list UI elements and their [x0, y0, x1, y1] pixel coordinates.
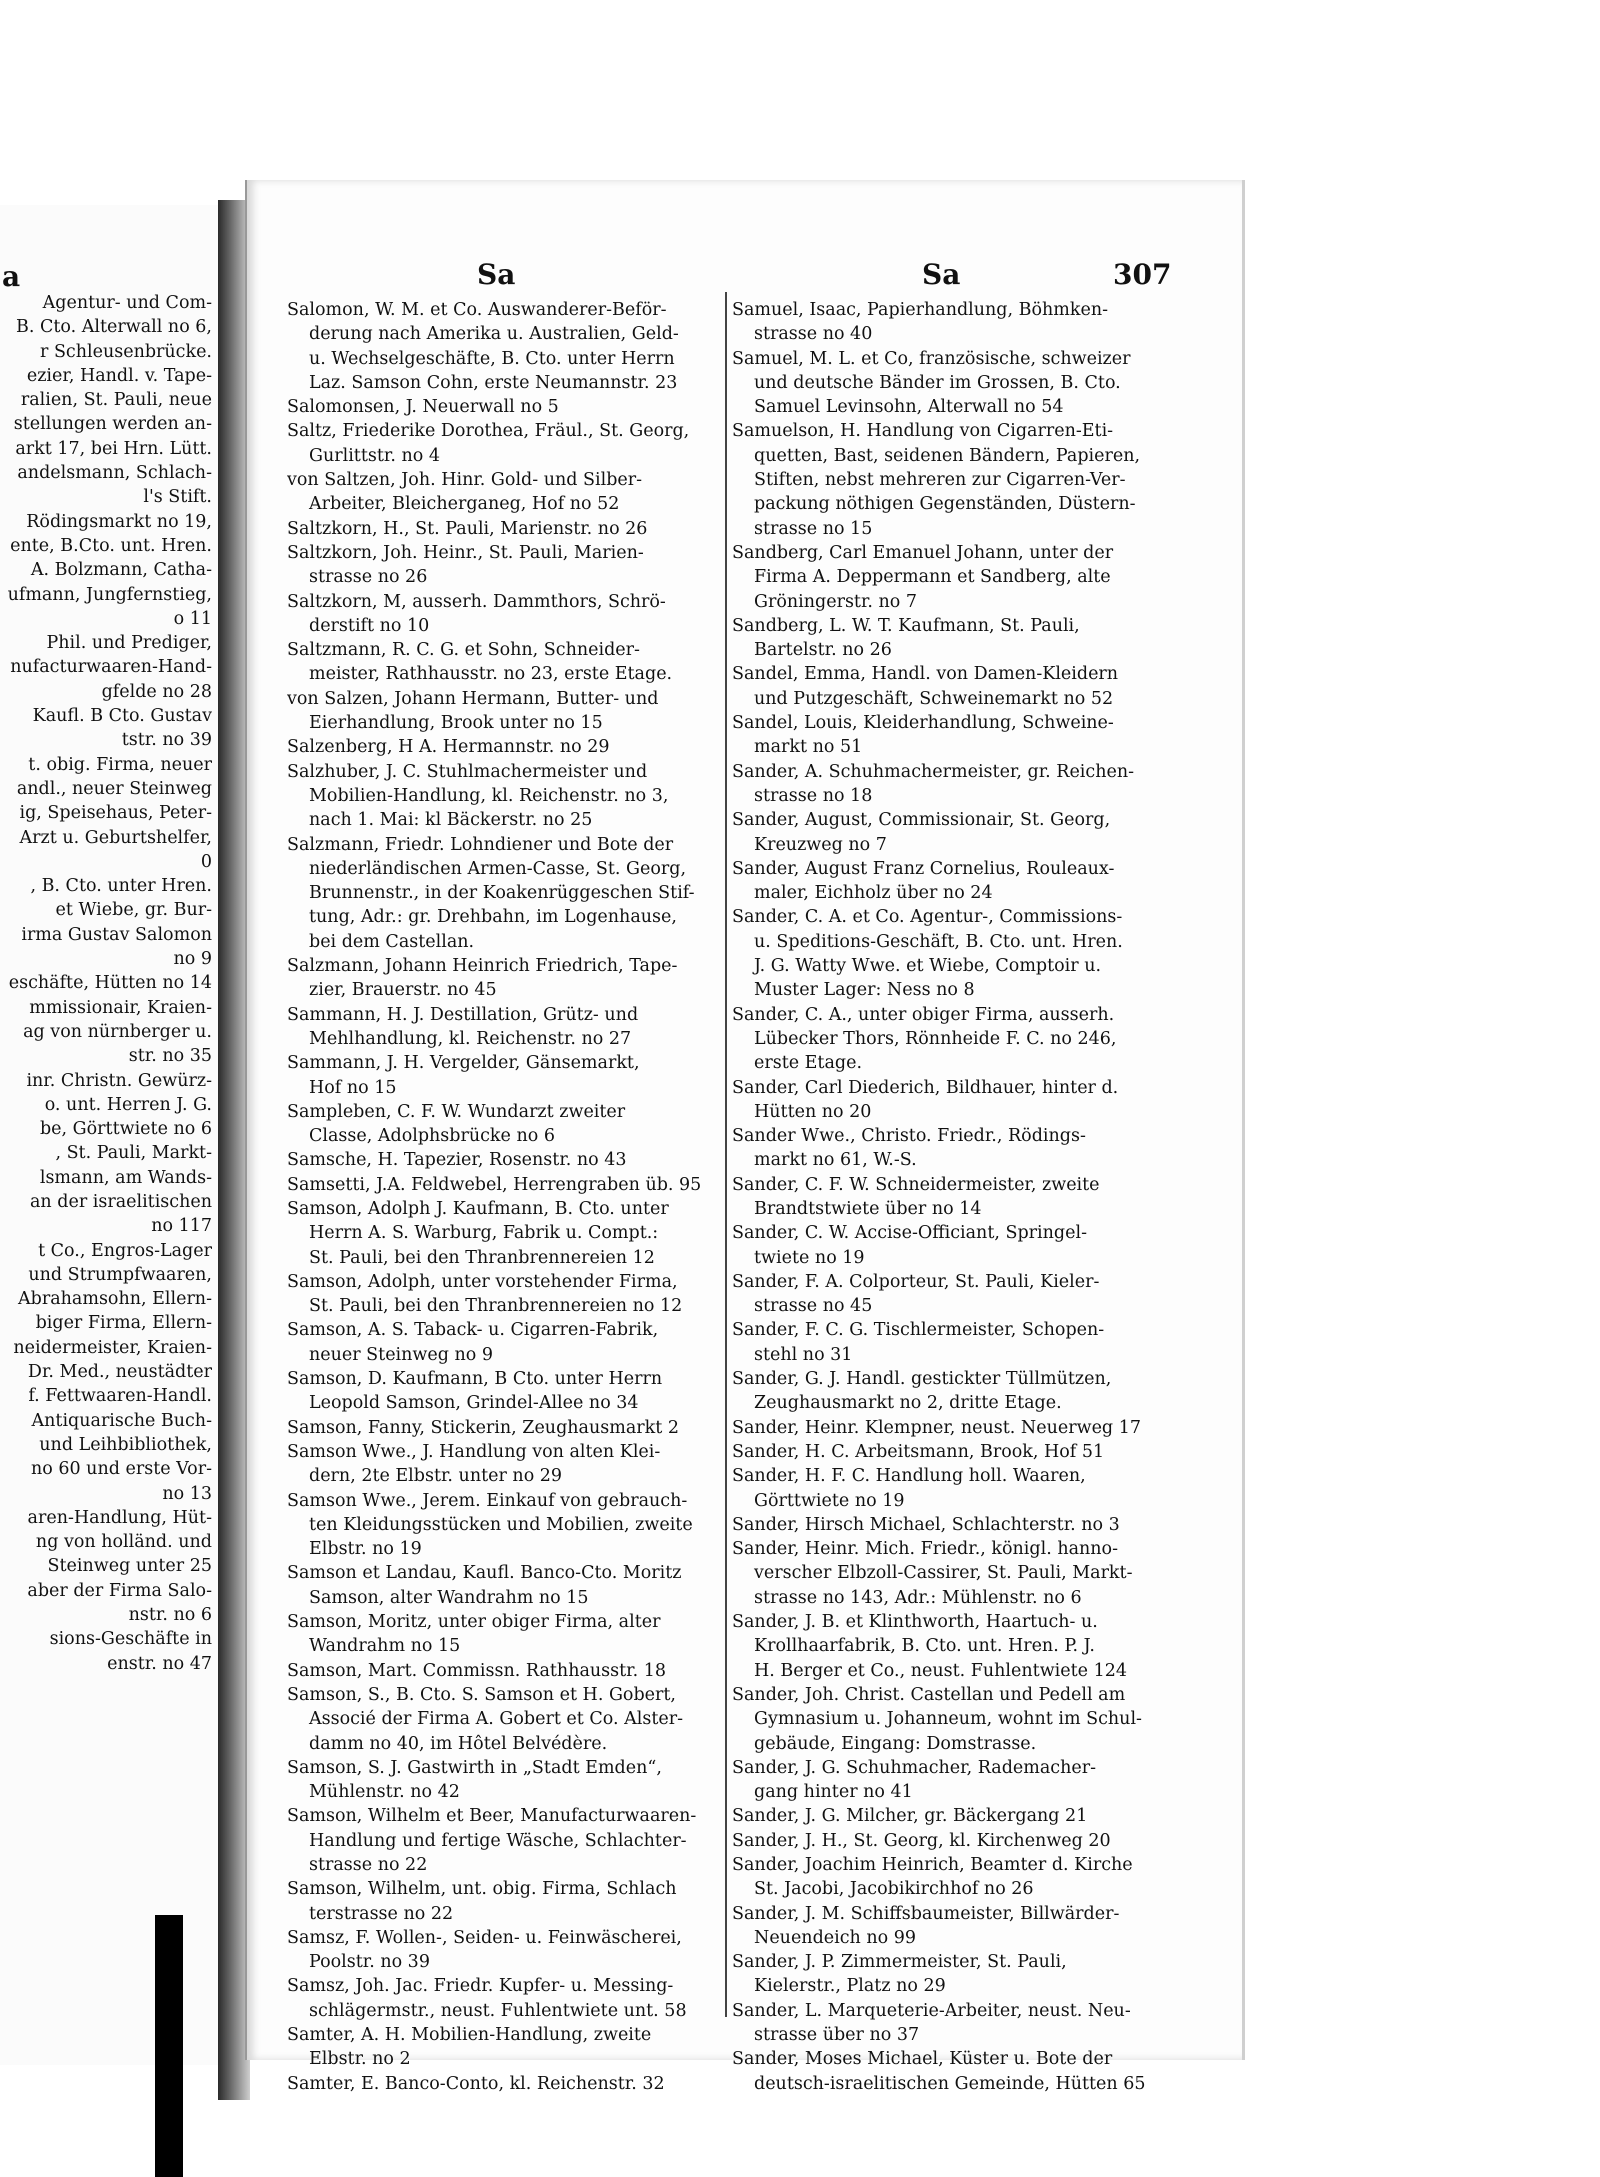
bookmark-ribbon — [155, 1915, 183, 2177]
directory-entry-line: Classe, Adolphsbrücke no 6 — [309, 1126, 555, 1147]
directory-entry-line: derung nach Amerika u. Australien, Geld- — [309, 324, 679, 345]
directory-entry-line: Samson, Adolph J. Kaufmann, B. Cto. unter — [287, 1198, 669, 1219]
directory-entry-line: markt no 61, W.-S. — [754, 1150, 917, 1171]
directory-entry-line: Sander, August Franz Cornelius, Rouleaux- — [732, 858, 1115, 879]
directory-entry-line: quetten, Bast, seidenen Bändern, Papieren, — [754, 445, 1141, 466]
previous-page-line: Dr. Med., neustädter — [27, 1362, 212, 1383]
directory-entry-line: twiete no 19 — [754, 1247, 865, 1268]
directory-entry-line: Sander, A. Schuhmachermeister, gr. Reichen- — [732, 761, 1135, 782]
directory-entry-line: nach 1. Mai: kl Bäckerstr. no 25 — [309, 810, 593, 831]
previous-page-line: und Leihbibliothek, — [39, 1434, 212, 1455]
previous-page-line: Rödingsmarkt no 19, — [26, 511, 212, 532]
previous-page-line: und Strumpfwaaren, — [28, 1264, 212, 1285]
directory-entry-line: strasse über no 37 — [754, 2025, 920, 2046]
running-head-right: Sa — [922, 258, 961, 291]
directory-entry-line: Samson, D. Kaufmann, B Cto. unter Herrn — [287, 1369, 663, 1390]
directory-entry-line: Elbstr. no 2 — [309, 2049, 411, 2070]
directory-entry-line: Saltzkorn, H., St. Pauli, Marienstr. no 26 — [287, 518, 648, 539]
directory-entry-line: Wandrahm no 15 — [309, 1636, 461, 1657]
directory-entry-line: deutsch-israelitischen Gemeinde, Hütten 65 — [754, 2073, 1146, 2094]
directory-entry-line: Sander, J. H., St. Georg, kl. Kirchenweg 20 — [732, 1830, 1111, 1851]
directory-entry-line: damm no 40, im Hôtel Belvédère. — [309, 1733, 608, 1754]
previous-page-line: enstr. no 47 — [107, 1653, 212, 1674]
directory-entry-line: Sammann, H. J. Destillation, Grütz- und — [287, 1004, 639, 1025]
previous-page-line: ng von holländ. und — [35, 1532, 212, 1553]
previous-page-running-head: a — [2, 260, 21, 293]
previous-page-line: no 13 — [162, 1483, 212, 1504]
directory-entry-line: Gymnasium u. Johanneum, wohnt im Schul- — [754, 1709, 1142, 1730]
directory-entry-line: Hütten no 20 — [754, 1101, 872, 1122]
directory-entry-line: Samson Wwe., J. Handlung von alten Klei- — [287, 1441, 661, 1462]
previous-page-line: ralien, St. Pauli, neue — [20, 390, 212, 411]
directory-entry-line: Salomonsen, J. Neuerwall no 5 — [287, 397, 559, 418]
directory-entry-line: Poolstr. no 39 — [309, 1952, 430, 1973]
previous-page-line: 0 — [200, 851, 212, 872]
directory-entry-line: maler, Eichholz über no 24 — [754, 883, 993, 904]
right-column — [732, 298, 1192, 2096]
directory-entry-line: Sander, Carl Diederich, Bildhauer, hinter d. — [732, 1077, 1119, 1098]
directory-entry-line: Krollhaarfabrik, B. Cto. unt. Hren. P. J. — [754, 1636, 1095, 1657]
running-head-left: Sa — [477, 258, 516, 291]
directory-entry-line: meister, Rathhausstr. no 23, erste Etage. — [309, 664, 673, 685]
directory-entry-line: Sander, August, Commissionair, St. Georg, — [732, 810, 1111, 831]
directory-entry-line: strasse no 15 — [754, 518, 873, 539]
previous-page-line: o 11 — [173, 608, 212, 629]
directory-entry-line: Samter, E. Banco-Conto, kl. Reichenstr. 32 — [287, 2073, 665, 2094]
directory-entry-line: Sander, Moses Michael, Küster u. Bote der — [732, 2049, 1113, 2070]
directory-entry-line: St. Pauli, bei den Thranbrennereien no 12 — [309, 1296, 683, 1317]
previous-page-line: ufmann, Jungfernstieg, — [7, 584, 212, 605]
directory-entry-line: Salzmann, Friedr. Lohndiener und Bote der — [287, 834, 674, 855]
directory-entry-line: Sander, J. M. Schiffsbaumeister, Billwärder- — [732, 1903, 1120, 1924]
previous-page-line: ezier, Handl. v. Tape- — [26, 365, 212, 386]
directory-entry-line: Salzenberg, H A. Hermannstr. no 29 — [287, 737, 610, 758]
directory-entry-line: Salzhuber, J. C. Stuhlmachermeister und — [287, 761, 648, 782]
directory-entry-line: Saltz, Friederike Dorothea, Fräul., St. Georg, — [287, 421, 690, 442]
directory-entry-line: Sandberg, L. W. T. Kaufmann, St. Pauli, — [732, 615, 1080, 636]
directory-entry-line: strasse no 22 — [309, 1855, 428, 1875]
previous-page-line: , B. Cto. unter Hren. — [30, 876, 212, 897]
directory-entry-line: Samuel, Isaac, Papierhandlung, Böhmken- — [732, 300, 1109, 320]
previous-page-fragment — [0, 205, 220, 2065]
directory-entry-line: Samsz, Joh. Jac. Friedr. Kupfer- u. Messing- — [287, 1976, 674, 1997]
previous-page-line: aren-Handlung, Hüt- — [27, 1507, 212, 1528]
previous-page-line: et Wiebe, gr. Bur- — [55, 900, 212, 921]
previous-page-line: Abrahamsohn, Ellern- — [18, 1289, 212, 1310]
previous-page-line: B. Cto. Alterwall no 6, — [16, 317, 212, 338]
previous-page-line: o. unt. Herren J. G. — [44, 1094, 212, 1115]
previous-page-line: stellungen werden an- — [13, 414, 212, 435]
directory-entry-line: Sander, J. G. Schuhmacher, Rademacher- — [732, 1757, 1097, 1778]
directory-entry-line: niederländischen Armen-Casse, St. Georg, — [309, 858, 687, 879]
previous-page-line: arkt 17, bei Hrn. Lütt. — [15, 438, 212, 459]
directory-entry-line: St. Jacobi, Jacobikirchhof no 26 — [754, 1879, 1034, 1900]
directory-entry-line: Brandtstwiete über no 14 — [754, 1198, 982, 1219]
previous-page-line: l's Stift. — [143, 487, 212, 508]
directory-entry-line: erste Etage. — [754, 1053, 863, 1074]
directory-entry-line: stehl no 31 — [754, 1344, 853, 1365]
previous-page-line: ag von nürnberger u. — [23, 1021, 212, 1042]
directory-entry-line: Samson, alter Wandrahm no 15 — [309, 1587, 589, 1608]
directory-entry-line: Sander, J. P. Zimmermeister, St. Pauli, — [732, 1952, 1067, 1973]
directory-entry-line: Samsz, F. Wollen-, Seiden- u. Feinwäscherei, — [287, 1927, 682, 1948]
previous-page-line: tstr. no 39 — [121, 730, 212, 751]
directory-entry-line: Sander, F. A. Colporteur, St. Pauli, Kieler- — [732, 1271, 1100, 1292]
directory-entry-line: Samson, Wilhelm, unt. obig. Firma, Schlach — [287, 1879, 677, 1900]
directory-entry-line: Mobilien-Handlung, kl. Reichenstr. no 3, — [309, 785, 669, 806]
directory-entry-line: Sander, J. B. et Klinthworth, Haartuch- u. — [732, 1612, 1098, 1633]
directory-entry-line: Herrn A. S. Warburg, Fabrik u. Compt.: — [309, 1223, 659, 1244]
directory-entry-line: Sander, C. F. W. Schneidermeister, zweite — [732, 1174, 1100, 1195]
directory-entry-line: Samson, S. J. Gastwirth in „Stadt Emden“, — [287, 1757, 662, 1778]
directory-entry-line: Salomon, W. M. et Co. Auswanderer-Beför- — [287, 300, 667, 320]
directory-entry-line: packung nöthigen Gegenständen, Düstern- — [754, 494, 1136, 515]
directory-entry-line: von Salzen, Johann Hermann, Butter- und — [287, 688, 659, 709]
previous-page-line: inr. Christn. Gewürz- — [26, 1070, 212, 1091]
directory-entry-line: u. Wechselgeschäfte, B. Cto. unter Herrn — [309, 348, 675, 369]
directory-entry-line: St. Pauli, bei den Thranbrennereien 12 — [309, 1247, 655, 1268]
directory-entry-line: Hof no 15 — [309, 1077, 397, 1098]
directory-entry-line: Sander, J. G. Milcher, gr. Bäckergang 21 — [732, 1806, 1088, 1827]
previous-page-line: , St. Pauli, Markt- — [55, 1143, 212, 1164]
directory-entry-line: Zeughausmarkt no 2, dritte Etage. — [754, 1393, 1062, 1414]
directory-entry-line: Sander, F. C. G. Tischlermeister, Schopen- — [732, 1320, 1105, 1341]
directory-entry-line: Mühlenstr. no 42 — [309, 1782, 460, 1803]
directory-entry-line: markt no 51 — [754, 737, 863, 758]
directory-entry-line: Saltzmann, R. C. G. et Sohn, Schneider- — [287, 640, 640, 661]
directory-entry-line: Samuel, M. L. et Co, französische, schweizer — [732, 348, 1131, 369]
previous-page-line: be, Görttwiete no 6 — [39, 1119, 212, 1140]
previous-page-line: irma Gustav Salomon — [21, 924, 212, 945]
directory-entry-line: Samter, A. H. Mobilien-Handlung, zweite — [287, 2025, 652, 2046]
directory-entry-line: Görttwiete no 19 — [754, 1490, 905, 1511]
directory-entry-line: strasse no 45 — [754, 1296, 873, 1317]
directory-entry-line: derstift no 10 — [309, 615, 430, 636]
previous-page-line: biger Firma, Ellern- — [35, 1313, 212, 1334]
directory-entry-line: Sander, H. F. C. Handlung holl. Waaren, — [732, 1466, 1086, 1487]
previous-page-line: andl., neuer Steinweg — [16, 778, 212, 799]
previous-page-line: Arzt u. Geburtshelfer, — [19, 827, 212, 848]
previous-page-line: lsmann, am Wands- — [39, 1167, 212, 1188]
directory-entry-line: zier, Brauerstr. no 45 — [309, 980, 497, 1001]
directory-entry-line: Sander, Joachim Heinrich, Beamter d. Kirche — [732, 1855, 1133, 1875]
previous-page-line: Antiquarische Buch- — [31, 1410, 212, 1431]
directory-entry-line: Sander, L. Marqueterie-Arbeiter, neust. Neu- — [732, 2000, 1131, 2021]
directory-entry-line: Samuelson, H. Handlung von Cigarren-Eti- — [732, 421, 1114, 442]
previous-page-line: neidermeister, Kraien- — [13, 1337, 212, 1358]
previous-page-line: f. Fettwaaren-Handl. — [28, 1386, 212, 1407]
previous-page-line: no 60 und erste Vor- — [30, 1459, 212, 1480]
previous-page-line: aber der Firma Salo- — [27, 1580, 212, 1601]
directory-entry-line: schlägermstr., neust. Fuhlentwiete unt. 58 — [309, 2000, 687, 2021]
previous-page-line: t Co., Engros-Lager — [38, 1240, 212, 1261]
directory-entry-line: Saltzkorn, M, ausserh. Dammthors, Schrö- — [287, 591, 666, 612]
directory-entry-line: Neuendeich no 99 — [754, 1927, 916, 1948]
directory-entry-line: J. G. Watty Wwe. et Wiebe, Comptoir u. — [754, 956, 1102, 977]
previous-page-line: eschäfte, Hütten no 14 — [8, 973, 212, 994]
directory-entry-line: von Saltzen, Joh. Hinr. Gold- und Silber- — [287, 470, 643, 491]
directory-entry-line: Sander, C. A. et Co. Agentur-, Commissions- — [732, 907, 1123, 928]
directory-entry-line: u. Speditions-Geschäft, B. Cto. unt. Hren. — [754, 931, 1123, 952]
directory-entry-line: tung, Adr.: gr. Drehbahn, im Logenhause, — [309, 907, 677, 928]
directory-entry-line: Leopold Samson, Grindel-Allee no 34 — [309, 1393, 639, 1414]
previous-page-line: no 117 — [151, 1216, 212, 1237]
previous-page-line: gfelde no 28 — [101, 681, 212, 702]
directory-entry-line: H. Berger et Co., neust. Fuhlentwiete 124 — [754, 1660, 1127, 1681]
previous-page-line: Agentur- und Com- — [42, 293, 212, 313]
directory-entry-line: Elbstr. no 19 — [309, 1539, 422, 1560]
directory-entry-line: Sandel, Emma, Handl. von Damen-Kleidern — [732, 664, 1119, 685]
directory-entry-line: Salzmann, Johann Heinrich Friedrich, Tape- — [287, 956, 678, 977]
previous-page-line: Phil. und Prediger, — [46, 633, 212, 654]
directory-entry-line: Handlung und fertige Wäsche, Schlachter- — [309, 1830, 687, 1851]
previous-page-line: ig, Speisehaus, Peter- — [19, 803, 212, 824]
previous-page-text — [2, 291, 212, 1676]
directory-entry-line: Samson, Fanny, Stickerin, Zeughausmarkt 2 — [287, 1417, 679, 1438]
previous-page-line: no 9 — [173, 949, 212, 970]
directory-entry-line: gebäude, Eingang: Domstrasse. — [754, 1733, 1037, 1754]
previous-page-line: nufacturwaaren-Hand- — [10, 657, 212, 678]
directory-entry-line: Sander, C. A., unter obiger Firma, ausserh. — [732, 1004, 1115, 1025]
directory-entry-line: Saltzkorn, Joh. Heinr., St. Pauli, Marien- — [287, 542, 644, 563]
directory-entry-line: Sander, Hirsch Michael, Schlachterstr. no 3 — [732, 1514, 1120, 1535]
directory-entry-line: Gurlittstr. no 4 — [309, 445, 440, 466]
previous-page-line: Steinweg unter 25 — [47, 1556, 212, 1577]
directory-entry-line: Gröningerstr. no 7 — [754, 591, 918, 612]
directory-entry-line: Samson, A. S. Taback- u. Cigarren-Fabrik, — [287, 1320, 659, 1341]
directory-entry-line: Arbeiter, Bleicherganeg, Hof no 52 — [309, 494, 620, 515]
directory-entry-line: Samuel Levinsohn, Alterwall no 54 — [754, 397, 1064, 418]
directory-entry-line: Samson Wwe., Jerem. Einkauf von gebrauch- — [287, 1490, 688, 1511]
directory-entry-line: strasse no 40 — [754, 324, 873, 345]
previous-page-line: str. no 35 — [128, 1046, 212, 1067]
directory-entry-line: bei dem Castellan. — [309, 931, 475, 952]
previous-page-line: sions-Geschäfte in — [49, 1629, 212, 1650]
directory-entry-line: Firma A. Deppermann et Sandberg, alte — [754, 567, 1111, 588]
directory-entry-line: Samson, S., B. Cto. S. Samson et H. Gobert, — [287, 1684, 676, 1705]
previous-page-line: t. obig. Firma, neuer — [28, 754, 212, 775]
directory-entry-line: Sampleben, C. F. W. Wundarzt zweiter — [287, 1101, 626, 1122]
directory-entry-line: terstrasse no 22 — [309, 1903, 454, 1924]
directory-entry-line: Sander, C. W. Accise-Officiant, Springel- — [732, 1223, 1087, 1244]
directory-entry-line: Samson, Wilhelm et Beer, Manufacturwaaren- — [287, 1806, 697, 1827]
directory-entry-line: Sammann, J. H. Vergelder, Gänsemarkt, — [287, 1053, 640, 1074]
previous-page-line: an der israelitischen — [30, 1191, 212, 1212]
previous-page-line: r Schleusenbrücke. — [40, 341, 212, 362]
directory-entry-line: Mehlhandlung, kl. Reichenstr. no 27 — [309, 1028, 632, 1049]
directory-entry-line: Samson et Landau, Kaufl. Banco-Cto. Moritz — [287, 1563, 682, 1584]
directory-entry-line: Samsetti, J.A. Feldwebel, Herrengraben üb. 95 — [287, 1174, 702, 1195]
directory-entry-line: strasse no 143, Adr.: Mühlenstr. no 6 — [754, 1587, 1082, 1608]
previous-page-line: A. Bolzmann, Catha- — [30, 560, 212, 581]
previous-page-line: andelsmann, Schlach- — [17, 463, 212, 484]
directory-entry-line: Sander, Joh. Christ. Castellan und Pedell am — [732, 1684, 1126, 1705]
directory-entry-line: Samsche, H. Tapezier, Rosenstr. no 43 — [287, 1150, 627, 1171]
directory-entry-line: Associé der Firma A. Gobert et Co. Alster- — [309, 1709, 684, 1730]
directory-entry-line: strasse no 26 — [309, 567, 428, 588]
directory-entry-line: Brunnenstr., in der Koakenrüggeschen Stif- — [309, 883, 695, 904]
directory-entry-line: Bartelstr. no 26 — [754, 640, 892, 661]
directory-entry-line: Sander, Heinr. Mich. Friedr., königl. hanno- — [732, 1539, 1119, 1560]
directory-entry-line: Eierhandlung, Brook unter no 15 — [309, 713, 603, 734]
directory-entry-line: Sandel, Louis, Kleiderhandlung, Schweine- — [732, 713, 1114, 734]
directory-entry-line: Laz. Samson Cohn, erste Neumannstr. 23 — [309, 372, 678, 393]
directory-entry-line: Samson, Adolph, unter vorstehender Firma, — [287, 1271, 678, 1292]
page-number: 307 — [1113, 258, 1172, 291]
previous-page-line: mmissionair, Kraien- — [29, 997, 212, 1018]
previous-page-line: Kaufl. B Cto. Gustav — [32, 706, 212, 727]
directory-entry-line: verscher Elbzoll-Cassirer, St. Pauli, Markt- — [754, 1563, 1133, 1584]
directory-entry-line: Lübecker Thors, Rönnheide F. C. no 246, — [754, 1028, 1117, 1049]
directory-entry-line: Sander, Heinr. Klempner, neust. Neuerweg 17 — [732, 1417, 1141, 1438]
directory-entry-line: und deutsche Bänder im Grossen, B. Cto. — [754, 372, 1121, 393]
directory-entry-line: Samson, Mart. Commissn. Rathhausstr. 18 — [287, 1660, 666, 1681]
directory-entry-line: gang hinter no 41 — [754, 1782, 913, 1803]
left-column — [287, 298, 727, 2096]
previous-page-line: nstr. no 6 — [128, 1605, 212, 1626]
directory-entry-line: Sander, G. J. Handl. gestickter Tüllmützen, — [732, 1369, 1112, 1390]
directory-entry-line: Kreuzweg no 7 — [754, 834, 887, 855]
directory-entry-line: dern, 2te Elbstr. unter no 29 — [309, 1466, 563, 1487]
directory-entry-line: neuer Steinweg no 9 — [309, 1344, 494, 1365]
directory-entry-line: Muster Lager: Ness no 8 — [754, 980, 975, 1001]
directory-page — [245, 180, 1245, 2094]
directory-entry-line: und Putzgeschäft, Schweinemarkt no 52 — [754, 688, 1114, 709]
directory-entry-line: ten Kleidungsstücken und Mobilien, zweite — [309, 1514, 693, 1535]
directory-entry-line: Kielerstr., Platz no 29 — [754, 1976, 946, 1997]
directory-entry-line: strasse no 18 — [754, 785, 873, 806]
previous-page-line: ente, B.Cto. unt. Hren. — [10, 535, 212, 556]
directory-entry-line: Sander, H. C. Arbeitsmann, Brook, Hof 51 — [732, 1441, 1105, 1462]
directory-entry-line: Sandberg, Carl Emanuel Johann, unter der — [732, 542, 1114, 563]
directory-entry-line: Sander Wwe., Christo. Friedr., Rödings- — [732, 1126, 1086, 1147]
directory-entry-line: Stiften, nebst mehreren zur Cigarren-Ver- — [754, 470, 1126, 491]
directory-entry-line: Samson, Moritz, unter obiger Firma, alter — [287, 1612, 661, 1633]
